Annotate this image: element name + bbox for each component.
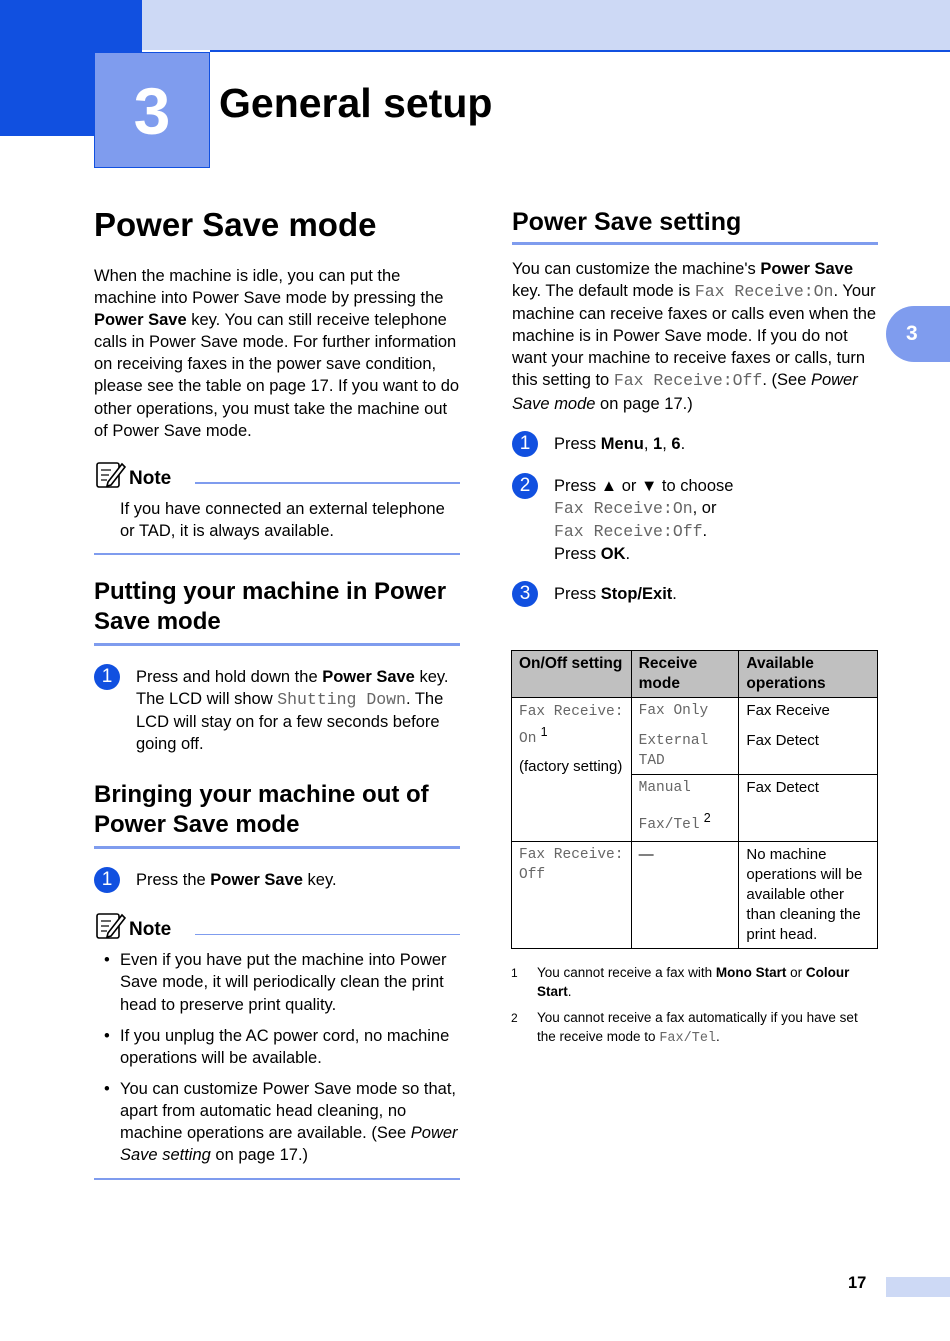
key-1: 1 xyxy=(653,434,663,453)
page-tab xyxy=(886,1277,950,1297)
section-rule xyxy=(512,242,878,245)
intro-text: on page 17.) xyxy=(595,394,693,413)
key-6: 6 xyxy=(671,434,681,453)
intro-text: . (See xyxy=(762,371,811,390)
power-save-setting-intro xyxy=(512,258,878,415)
note-end-rule xyxy=(94,553,460,555)
step-text-part: , xyxy=(643,434,654,453)
key-colour-start: Colour Start xyxy=(537,965,850,999)
step-text xyxy=(554,433,878,457)
table-cell-mode xyxy=(631,775,739,842)
step-text-part: key. The LCD will show xyxy=(136,667,449,709)
step-1-bring-out xyxy=(94,869,460,893)
intro-key-name: Power Save xyxy=(760,260,853,278)
footnote-text xyxy=(537,964,877,1001)
table-cell-setting xyxy=(512,698,632,842)
cross-reference[interactable]: Power Save mode xyxy=(512,371,858,413)
step-text-part: Press and hold down the xyxy=(136,667,323,686)
header-rule xyxy=(210,50,950,52)
step-text-part: Press xyxy=(554,434,601,453)
footnote-text-part: . xyxy=(567,983,572,999)
table-cell-ops: Fax Detect xyxy=(739,775,878,842)
key-mono-start: Mono Start xyxy=(715,965,787,980)
left-column xyxy=(94,205,460,1180)
step-number-badge: 1 xyxy=(94,867,120,893)
step-text-part: . xyxy=(680,434,686,453)
footnote-text-part: You cannot receive a fax with xyxy=(537,965,716,980)
power-save-table xyxy=(511,650,878,949)
receive-mode: Fax Only xyxy=(638,703,709,719)
note-bullet: • If you unplug the AC power cord, no machine operations will be available. xyxy=(94,1025,460,1069)
footnote xyxy=(511,1009,877,1048)
up-arrow-icon: ▲ xyxy=(600,476,618,495)
step-text-part: , or xyxy=(692,498,717,517)
step-1-put-in xyxy=(94,666,460,755)
footnote-number: 2 xyxy=(511,1011,518,1025)
bullet-text: You can customize Power Save mode so that, apart from automatic head cleaning, no machine operations are available. (See xyxy=(120,1079,456,1142)
note-bullet-list xyxy=(94,949,460,1166)
step-number-badge: 3 xyxy=(512,581,538,607)
receive-mode: Fax/Tel xyxy=(638,817,700,833)
step-text xyxy=(554,475,878,565)
subsection-rule xyxy=(94,846,460,849)
bullet-text: on page 17.) xyxy=(210,1146,309,1165)
lcd-message: Shutting Down xyxy=(277,690,406,710)
subsection-title-putting-in: Putting your machine in Power Save mode xyxy=(94,577,447,635)
intro-text-cont: key. You can still receive telephone calls in Power Save mode. For further information on receiving faxes in the power save condition, please see the table on page 17. If you want to do other operations, you must take the machine out of Power Save mode. xyxy=(94,311,460,440)
power-save-intro xyxy=(94,265,460,442)
step-key-name: Power Save xyxy=(322,667,415,686)
table-cell-mode: — xyxy=(631,842,739,949)
note-header xyxy=(94,907,460,941)
footnote-text-part: or xyxy=(786,965,806,980)
key-ok: OK xyxy=(600,544,626,563)
note-pencil-icon xyxy=(94,458,126,490)
right-column xyxy=(512,205,878,607)
step-3-setting xyxy=(512,583,878,607)
key-menu: Menu xyxy=(600,434,644,453)
note-label: Note xyxy=(129,467,172,489)
receive-mode: External TAD xyxy=(638,733,709,769)
step-text-part: , xyxy=(662,434,672,453)
table-cell-mode xyxy=(631,698,739,775)
step-text-part: . xyxy=(625,544,631,563)
note-header xyxy=(94,456,460,490)
note-rule xyxy=(195,934,460,936)
note-bullet xyxy=(94,1078,460,1166)
step-text xyxy=(136,869,460,893)
table-header-row xyxy=(512,651,878,698)
lcd-setting: Fax Receive:Off xyxy=(554,521,703,541)
footnote xyxy=(511,964,877,1001)
key-stop-exit: Stop/Exit xyxy=(600,585,673,604)
footnote-number: 1 xyxy=(511,966,518,980)
step-text-part: Press xyxy=(554,585,601,604)
step-text-part: Press xyxy=(554,544,601,563)
section-title-power-save-mode: Power Save mode xyxy=(94,206,377,243)
step-text-part: Press the xyxy=(136,871,211,890)
step-2-setting xyxy=(512,475,878,565)
step-text-part: . xyxy=(672,585,677,604)
table-cell-setting: Fax Receive: Off xyxy=(512,842,632,949)
step-number-badge: 1 xyxy=(94,664,120,690)
chapter-side-tab[interactable]: 3 xyxy=(886,306,950,362)
page-number: 17 xyxy=(848,1274,867,1292)
footnote-ref: 1 xyxy=(540,725,548,739)
note-rule xyxy=(195,482,460,484)
intro-text: . Your machine can receive faxes or calls even when the machine is in Power Save mode. If you do not want your machine to receive faxes or calls, turn this setting to xyxy=(512,282,877,390)
step-text-part: or xyxy=(617,476,641,495)
step-text-part: to choose xyxy=(657,476,734,495)
step-text-part: Press xyxy=(554,476,601,495)
lcd-setting: Fax Receive:On xyxy=(694,282,834,302)
subsection-rule xyxy=(94,643,460,646)
table-cell-ops: No machine operations will be available other than cleaning the print head. xyxy=(739,842,878,949)
note-end-rule xyxy=(94,1178,460,1180)
note-pencil-icon xyxy=(94,909,126,941)
footnote-text xyxy=(537,1009,877,1048)
step-text xyxy=(136,666,460,755)
step-text xyxy=(554,583,878,607)
table-header-cell: Receive mode xyxy=(631,651,739,698)
footnotes xyxy=(511,964,877,1056)
step-text-part: key. xyxy=(302,871,337,890)
intro-text: You can customize the machine's xyxy=(512,260,761,278)
note-bullet: • Even if you have put the machine into Power Save mode, it will periodically clean the print head to preserve print quality. xyxy=(94,949,460,1015)
chapter-number: 3 xyxy=(94,52,210,168)
factory-setting-note: (factory setting) xyxy=(519,758,623,775)
note-text: If you have connected an external telephone or TAD, it is always available. xyxy=(120,499,445,540)
header-band xyxy=(0,0,950,50)
step-number-badge: 1 xyxy=(512,431,538,457)
step-1-setting xyxy=(512,433,878,457)
cross-reference[interactable]: Power Save setting xyxy=(120,1123,458,1165)
footnote-text-part: . xyxy=(716,1028,720,1044)
receive-mode: Manual xyxy=(638,780,691,796)
receive-mode: Fax/Tel xyxy=(659,1030,717,1046)
lcd-setting: Fax Receive:On xyxy=(554,498,693,518)
note-label: Note xyxy=(129,919,172,941)
step-text-part: . xyxy=(702,521,708,540)
lcd-setting: Fax Receive:Off xyxy=(613,371,763,391)
operation: Fax Receive xyxy=(746,702,830,719)
section-title-power-save-setting: Power Save setting xyxy=(512,208,742,236)
table-row xyxy=(512,698,878,775)
intro-key-name: Power Save xyxy=(94,311,187,330)
intro-text: When the machine is idle, you can put the machine into Power Save mode by pressing the xyxy=(94,267,444,308)
table-cell-ops xyxy=(739,698,878,775)
step-text-part: . The LCD will stay on for a few seconds before going off. xyxy=(136,690,444,754)
down-arrow-icon: ▼ xyxy=(640,476,658,495)
step-key-name: Power Save xyxy=(210,871,303,890)
footnote-ref: 2 xyxy=(703,811,711,825)
subsection-title-bringing-out: Bringing your machine out of Power Save mode xyxy=(94,781,429,839)
step-number-badge: 2 xyxy=(512,473,538,499)
setting-value: Fax Receive: On xyxy=(519,704,624,747)
table-row xyxy=(512,842,878,949)
chapter-title: General setup xyxy=(219,80,493,126)
table-header-cell: On/Off setting xyxy=(512,651,632,698)
operation: Fax Detect xyxy=(746,732,819,749)
intro-text: key. The default mode is xyxy=(512,282,695,301)
footnote-text-part: You cannot receive a fax automatically if you have set the receive mode to xyxy=(537,1010,858,1044)
table-header-cell: Available operations xyxy=(739,651,878,698)
